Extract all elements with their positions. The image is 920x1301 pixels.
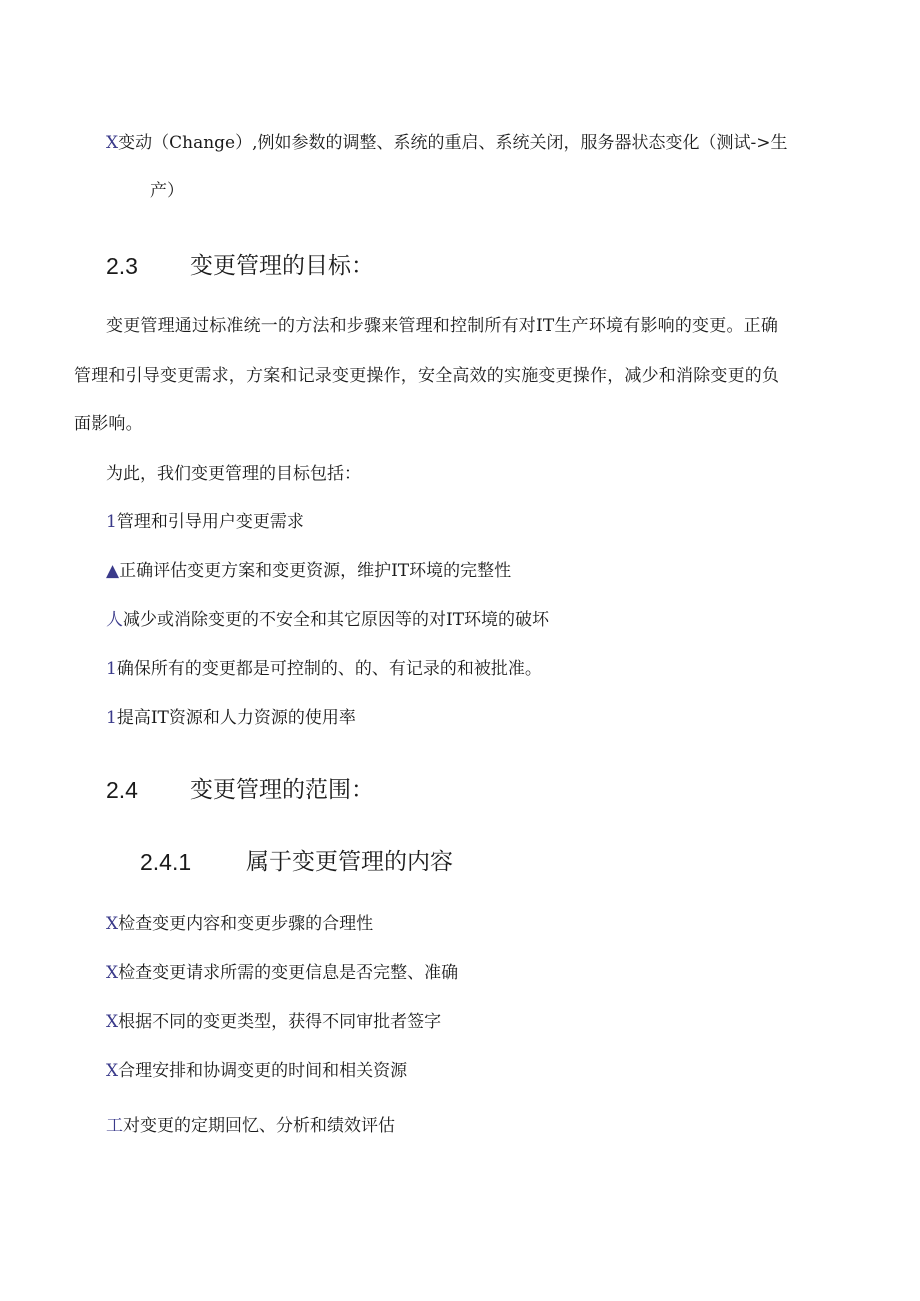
list-item: [106, 1012, 441, 1032]
list-item: [106, 659, 542, 679]
list-item-text: 检查变更内容和变更步骤的合理性: [118, 914, 374, 934]
intro-item-continuation: 产）: [150, 181, 184, 201]
section-heading-2-4: [106, 776, 426, 806]
intro-item-text-line1: 变动（Change）,例如参数的调整、系统的重启、系统关闭，服务器状态变化（测试->生: [118, 133, 788, 153]
section-heading-2-3: [106, 252, 426, 282]
list-item: [106, 610, 549, 630]
subsection-number: 2.4.1: [140, 849, 192, 875]
list-item-text: 根据不同的变更类型，获得不同审批者签字: [118, 1012, 442, 1032]
section-title: 变更管理的目标：: [190, 253, 374, 279]
list-item: [106, 914, 373, 934]
list-item: [106, 963, 458, 983]
list-item: [106, 561, 511, 581]
paragraph-line: 变更管理通过标准统一的方法和步骤来管理和控制所有对IT生产环境有影响的变更。正确: [106, 316, 779, 336]
section-number: 2.4: [106, 777, 138, 803]
list-item-text: 确保所有的变更都是可控制的、的、有记录的和被批准。: [116, 659, 542, 679]
list-item: [106, 1061, 407, 1081]
list-item: [106, 512, 304, 532]
list-item-text: 对变更的定期回忆、分析和绩效评估: [123, 1116, 395, 1136]
paragraph-line: 为此，我们变更管理的目标包括：: [106, 464, 361, 484]
section-title: 变更管理的范围：: [190, 777, 374, 803]
bullet-marker: 人: [106, 610, 123, 630]
intro-item: [106, 133, 787, 153]
list-item-text: 合理安排和协调变更的时间和相关资源: [118, 1061, 408, 1081]
bullet-marker: 工: [106, 1116, 123, 1136]
bullet-marker: 1: [106, 659, 117, 679]
section-number: 2.3: [106, 253, 138, 279]
bullet-marker: X: [106, 1061, 119, 1081]
list-item: [106, 1116, 395, 1136]
bullet-marker: 1: [106, 512, 117, 532]
subsection-title: 属于变更管理的内容: [246, 849, 453, 875]
paragraph-line: 管理和引导变更需求，方案和记录变更操作，安全高效的实施变更操作，减少和消除变更的负: [74, 366, 780, 386]
list-item-text: 提高IT资源和人力资源的使用率: [116, 708, 356, 728]
subsection-heading-2-4-1: [140, 848, 500, 878]
list-item-text: 正确评估变更方案和变更资源，维护IT环境的完整性: [119, 561, 512, 581]
list-item: [106, 708, 356, 728]
bullet-marker: X: [106, 133, 119, 153]
bullet-marker: X: [106, 914, 119, 934]
list-item-text: 减少或消除变更的不安全和其它原因等的对IT环境的破坏: [123, 610, 550, 630]
bullet-marker: 1: [106, 708, 117, 728]
paragraph-line: 面影响。: [74, 414, 143, 434]
triangle-icon: ▲: [106, 561, 120, 581]
bullet-marker: X: [106, 963, 119, 983]
bullet-marker: X: [106, 1012, 119, 1032]
list-item-text: 检查变更请求所需的变更信息是否完整、准确: [118, 963, 459, 983]
list-item-text: 管理和引导用户变更需求: [116, 512, 304, 532]
